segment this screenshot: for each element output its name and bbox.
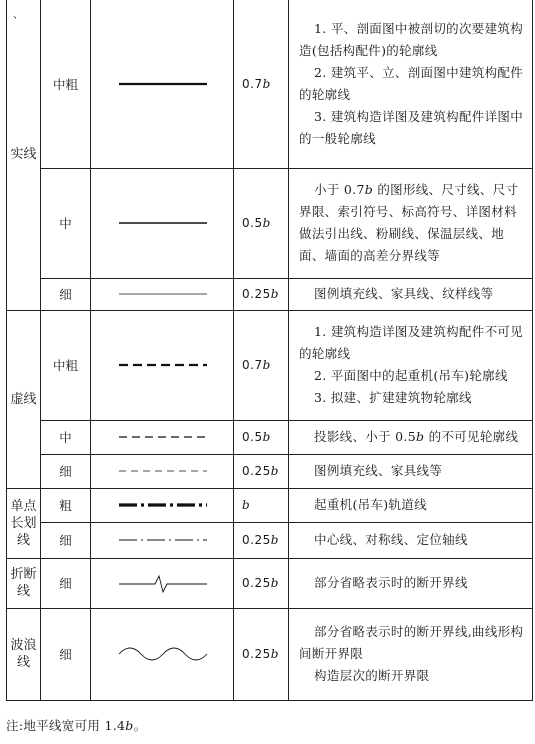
line-sample <box>91 535 234 545</box>
line-sample <box>91 571 234 595</box>
width-value: 0.7b <box>242 76 271 91</box>
weight-label: 粗 <box>59 498 72 513</box>
use-cell <box>289 278 533 310</box>
width-value: 0.25b <box>242 287 279 301</box>
use-text: 构造层次的断开界限 <box>314 668 430 683</box>
width-cell <box>234 522 289 558</box>
sample-break <box>91 558 234 608</box>
weight-label: 中 <box>59 430 72 445</box>
table-row <box>7 420 533 454</box>
weight-cell <box>41 310 91 420</box>
line-sample <box>91 289 234 299</box>
line-sample <box>91 218 234 228</box>
line-type-wave <box>7 608 41 700</box>
width-value: b <box>242 498 251 512</box>
sample-wave <box>91 608 234 700</box>
table-row <box>7 454 533 488</box>
width-value: 0.7b <box>242 358 271 372</box>
weight-cell <box>41 558 91 608</box>
width-value: 0.5b <box>242 430 271 444</box>
use-text: 图例填充线、家具线、纹样线等 <box>314 286 494 301</box>
use-cell <box>289 558 533 608</box>
weight-cell <box>41 0 91 168</box>
line-type-label: 虚线 <box>10 391 37 407</box>
width-cell <box>234 0 289 168</box>
sample-chain-thin <box>91 522 234 558</box>
weight-label: 中粗 <box>52 76 78 92</box>
weight-cell <box>41 278 91 310</box>
corner-mark: 、 <box>13 10 23 21</box>
use-text: 图例填充线、家具线等 <box>314 463 443 478</box>
use-text: 起重机(吊车)轨道线 <box>314 497 427 512</box>
weight-cell <box>41 488 91 522</box>
line-sample <box>91 360 234 370</box>
sample-solid-thin <box>91 278 234 310</box>
table-row <box>7 0 533 168</box>
use-text: 中心线、对称线、定位轴线 <box>314 532 468 547</box>
width-cell <box>234 608 289 700</box>
width-value: 0.5b <box>242 216 271 230</box>
line-type-label: 折断 线 <box>10 567 37 599</box>
width-cell <box>234 420 289 454</box>
sample-chain-thick <box>91 488 234 522</box>
line-type-chain <box>7 488 41 558</box>
width-cell <box>234 310 289 420</box>
use-text: 3. 建筑构造详图及建筑构配件详图中的一般轮廓线 <box>299 108 524 146</box>
line-type-label: 波浪 线 <box>10 638 37 670</box>
use-text: 2. 平面图中的起重机(吊车)轮廓线 <box>314 368 508 383</box>
line-type-label: 单点 长划线 <box>10 498 37 548</box>
weight-label: 细 <box>59 576 72 591</box>
weight-cell <box>41 608 91 700</box>
weight-cell <box>41 454 91 488</box>
use-text: 投影线、小于 0.5b 的不可见轮廓线 <box>314 429 519 444</box>
use-text: 部分省略表示时的断开界线,曲线形构间断开界限 <box>299 624 524 661</box>
sample-dashed-medium <box>91 420 234 454</box>
line-sample <box>91 79 234 89</box>
use-cell <box>289 0 533 168</box>
line-sample <box>91 432 234 442</box>
width-value: 0.25b <box>242 576 279 590</box>
use-cell <box>289 608 533 700</box>
use-text: 3. 拟建、扩建建筑物轮廓线 <box>314 390 472 405</box>
use-cell <box>289 488 533 522</box>
weight-label: 细 <box>59 464 72 479</box>
table-row <box>7 278 533 310</box>
weight-label: 细 <box>59 533 72 548</box>
line-type-table <box>6 0 533 701</box>
use-cell <box>289 420 533 454</box>
width-cell <box>234 168 289 278</box>
use-text: 2. 建筑平、立、剖面图中建筑构配件的轮廓线 <box>299 64 524 102</box>
weight-label: 中粗 <box>52 358 78 373</box>
table-note: 注:地平线宽可用 1.4b。 <box>6 718 147 733</box>
sample-dashed-thin <box>91 454 234 488</box>
use-text: 1. 建筑构造详图及建筑构配件不可见的轮廓线 <box>299 324 524 361</box>
table-row <box>7 522 533 558</box>
line-sample <box>91 500 234 510</box>
line-type-solid <box>7 0 41 310</box>
table-row <box>7 488 533 522</box>
table-row <box>7 608 533 700</box>
width-cell <box>234 454 289 488</box>
weight-cell <box>41 420 91 454</box>
table-row <box>7 168 533 278</box>
width-value: 0.25b <box>242 533 279 547</box>
line-type-label: 实线 <box>10 147 37 163</box>
weight-cell <box>41 168 91 278</box>
line-type-break <box>7 558 41 608</box>
sample-solid-medium-thick <box>91 0 234 168</box>
width-value: 0.25b <box>242 464 279 478</box>
use-cell <box>289 522 533 558</box>
width-cell <box>234 488 289 522</box>
use-cell <box>289 454 533 488</box>
width-value: 0.25b <box>242 647 279 661</box>
weight-label: 中 <box>59 216 72 231</box>
line-sample <box>91 466 234 476</box>
use-text: 部分省略表示时的断开界线 <box>314 575 468 590</box>
sample-dashed-medium-thick <box>91 310 234 420</box>
weight-label: 细 <box>59 647 72 662</box>
use-cell <box>289 168 533 278</box>
width-cell <box>234 558 289 608</box>
weight-cell <box>41 522 91 558</box>
table-row <box>7 310 533 420</box>
line-type-dashed <box>7 310 41 488</box>
weight-label: 细 <box>59 287 72 302</box>
width-cell <box>234 278 289 310</box>
sample-solid-medium <box>91 168 234 278</box>
line-sample <box>91 641 234 667</box>
use-text: 小于 0.7b 的图形线、尺寸线、尺寸界限、索引符号、标高符号、详图材料做法引出线、粉刷线、保温层线、地面、墙面的高差分界线等 <box>299 182 519 263</box>
use-text: 1. 平、剖面图中被剖切的次要建筑构造(包括构配件)的轮廓线 <box>299 20 524 58</box>
table-row <box>7 558 533 608</box>
use-cell <box>289 310 533 420</box>
